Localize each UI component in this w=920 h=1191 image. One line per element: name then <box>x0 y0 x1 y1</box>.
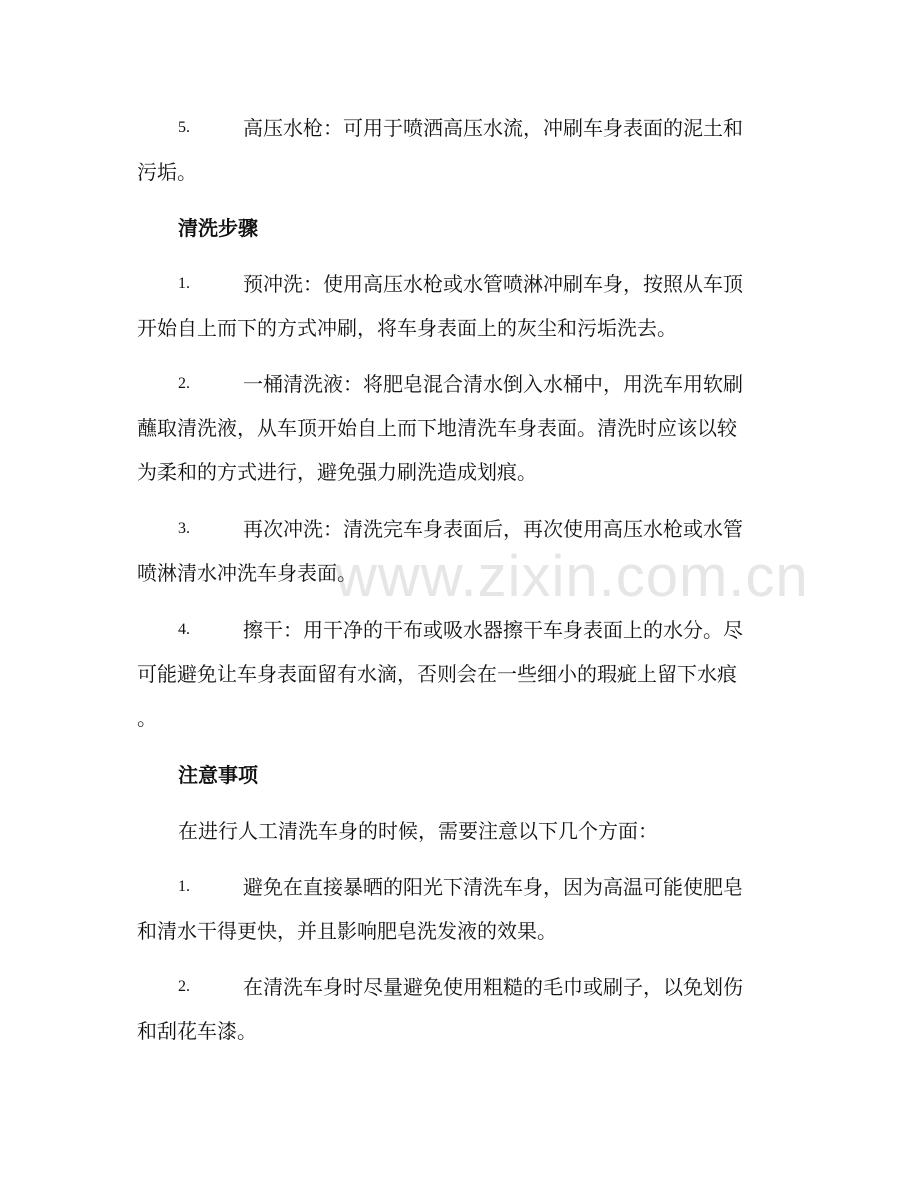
list-item-text: 预冲洗：使用高压水枪或水管喷淋冲刷车身，按照从车顶 <box>243 272 743 296</box>
section-heading-precautions: 注意事项 <box>178 763 258 787</box>
list-number: 5. <box>178 119 190 136</box>
list-item-text: 。 <box>137 706 157 730</box>
list-item-text: 蘸取清洗液，从车顶开始自上而下地清洗车身表面。清洗时应该以较 <box>137 416 737 440</box>
list-item-text: 为柔和的方式进行，避免强力刷洗造成划痕。 <box>137 460 537 484</box>
list-item-text: 擦干：用干净的干布或吸水器擦干车身表面上的水分。尽 <box>243 618 743 642</box>
list-item-text: 和刮花车漆。 <box>137 1019 257 1043</box>
list-number: 4. <box>178 621 190 638</box>
list-item-text: 在清洗车身时尽量避免使用粗糙的毛巾或刷子，以免划伤 <box>243 975 743 999</box>
list-item-text: 和清水干得更快，并且影响肥皂洗发液的效果。 <box>137 919 557 943</box>
list-number: 2. <box>178 978 190 995</box>
list-number: 2. <box>178 375 190 392</box>
list-number: 1. <box>178 878 190 895</box>
list-item-text: 可能避免让车身表面留有水滴，否则会在一些细小的瑕疵上留下水痕 <box>137 662 737 686</box>
list-number: 3. <box>178 520 190 537</box>
list-item-text: 开始自上而下的方式冲刷，将车身表面上的灰尘和污垢洗去。 <box>137 316 677 340</box>
list-item-text: 污垢。 <box>137 160 197 184</box>
list-number: 1. <box>178 275 190 292</box>
list-item-text: 再次冲洗：清洗完车身表面后，再次使用高压水枪或水管 <box>243 517 743 541</box>
watermark: www.zixin.com.cn <box>335 544 809 609</box>
list-item-text: 喷淋清水冲洗车身表面。 <box>137 561 357 585</box>
list-item-text: 一桶清洗液：将肥皂混合清水倒入水桶中，用洗车用软刷 <box>243 372 743 396</box>
list-item-text: 避免在直接暴晒的阳光下清洗车身，因为高温可能使肥皂 <box>243 875 743 899</box>
section-heading-cleaning-steps: 清洗步骤 <box>178 216 258 240</box>
intro-paragraph: 在进行人工清洗车身的时候，需要注意以下几个方面： <box>178 819 658 843</box>
list-item-text: 高压水枪：可用于喷洒高压水流，冲刷车身表面的泥土和 <box>243 116 743 140</box>
